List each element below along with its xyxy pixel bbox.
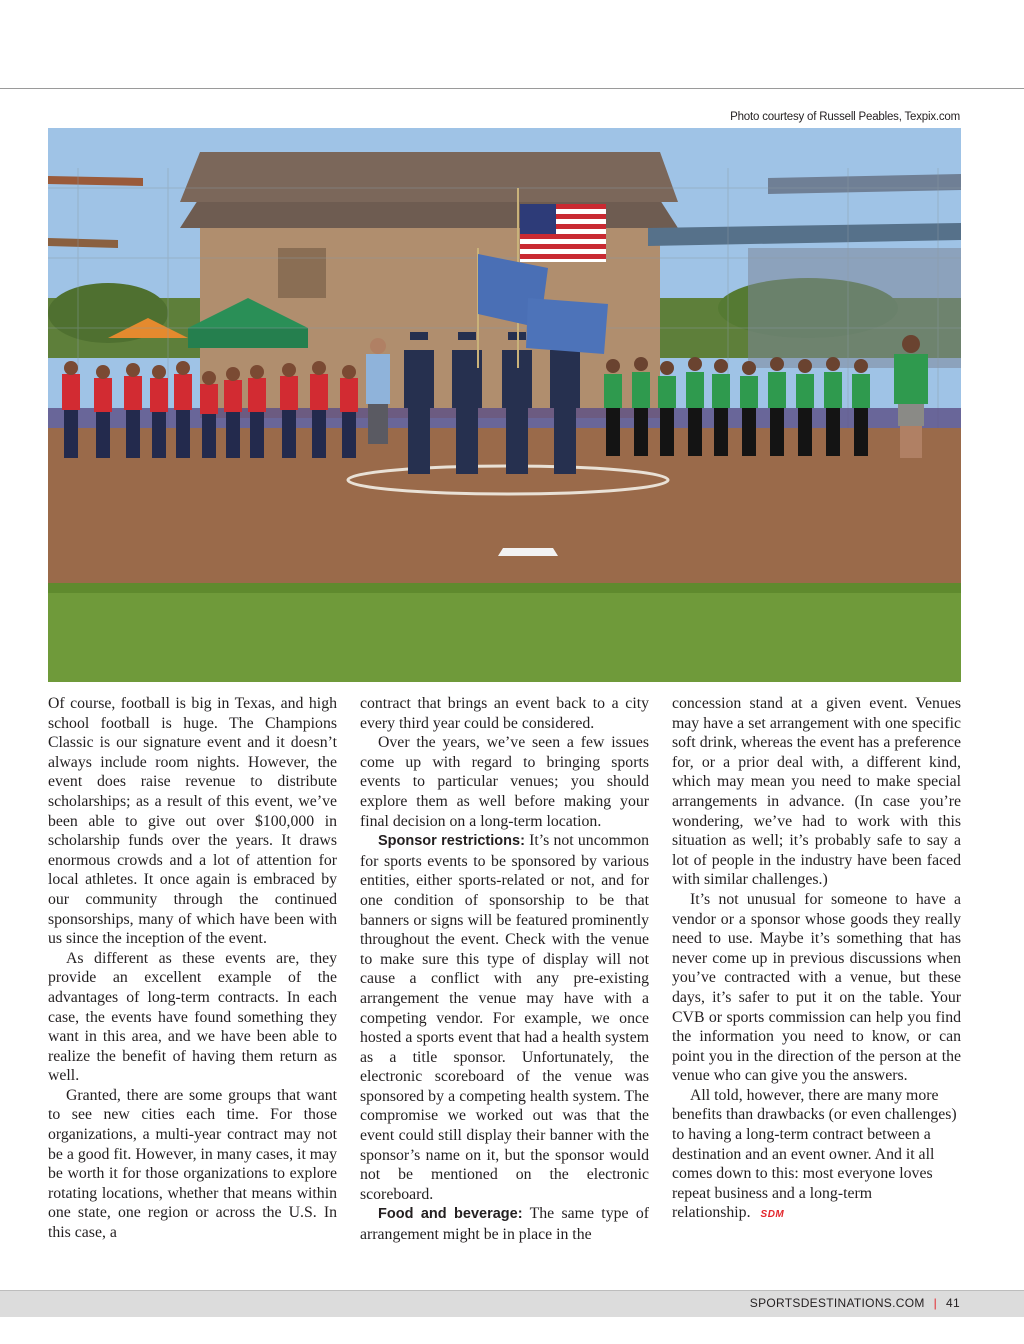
paragraph: Of course, football is big in Texas, and high school football is huge. The Champions Classic is our signature event and it doesn’t always include room nights. However, the event does raise revenue to distribute scholarships; as a result of this event, we’ve been able to give out over $100,000 in scholarship funds over the years. It draws enormous crowds and a lot of attention for local athletes. It once again is embraced by our community through the continued sponsorships, many of which have been with us since the inception of the event. [48, 695, 337, 948]
paragraph [672, 1086, 961, 1225]
footer-site-url: SPORTSDESTINATIONS.COM [749, 1296, 925, 1310]
subhead-sponsor-restrictions: Sponsor restrictions: [378, 833, 525, 850]
paragraph: As different as these events are, they provide an excellent example of the advantages of long-term contracts. In each case, the events have found something they want in this area, and we have been able to realize the benefit of having them return as well. [48, 949, 337, 1085]
article-column-3 [672, 694, 961, 1225]
article-column-1 [48, 694, 337, 1243]
paragraph: Granted, there are some groups that want to see new cities each time. For those organizations, a multi-year contract may not be a good fit. However, in many cases, it may be worth it for those organizations to explore rotating locations, whether that means within one state, one region or across the U.S. In this case, a [48, 1086, 337, 1242]
end-mark-logo: SDM [760, 1209, 785, 1221]
header-rule [0, 88, 1024, 89]
paragraph-text: It’s not uncommon for sports events to be sponsored by various entities, either sports-related or not, and for one condition of sponsorship to be that banners or signs will be featured prominently throughout the event. Check with the venue to make sure this type of display will not cause a conflict with any pre-existing arrangement the venue may have with a competing vendor. For example, we once hosted a sports event that had a health system as a title sponsor. Unfortunately, the electronic scoreboard of the venue was sponsored by a competing health system. The compromise we worked out was that the event could still display their banner with the sponsor’s name on it, but the sponsor would not be mentioned on the electronic scoreboard. [360, 832, 649, 1203]
page-number: 41 [946, 1296, 960, 1310]
paragraph: contract that brings an event back to a city every third year could be considered. [360, 695, 649, 732]
paragraph: Over the years, we’ve seen a few issues come up with regard to bringing sports events to particular venues; you should explore them as well before making your final decision on a long-term location. [360, 734, 649, 830]
paragraph-text: The same type of arrangement might be in place in the [360, 1205, 649, 1244]
photo-credit: Photo courtesy of Russell Peables, Texpix.com [730, 111, 960, 123]
footer-separator: | [933, 1296, 938, 1310]
paragraph: concession stand at a given event. Venues may have a set arrangement with one specific soft drink, whereas the event has a preference for, or a prior deal with, a different kind, which may mean you need to make special arrangements in advance. (In case you’re wondering, we’ve had to work with this situation as well; it’s probably safe to say a lot of people in the industry have been faced with similar challenges.) [672, 695, 961, 889]
article-column-2 [360, 694, 649, 1245]
paragraph [360, 831, 649, 1204]
paragraph: It’s not unusual for someone to have a vendor or a sponsor whose goods they really need to use. Maybe it’s something that has never come up in previous discussions when you’ve contracted with a venue, but these days, it’s safer to put it on the table. Your CVB or sports commission can help you find the information you need to know, or can point you in the direction of the person at the venue who can give you the answers. [672, 890, 961, 1085]
feature-photo [48, 128, 961, 682]
paragraph-text: All told, however, there are many more benefits than drawbacks (or even challenges) to having a long-term contract between a destination and an event owner. And it all comes down to this: most everyone loves repeat business and a long-term relationship. [672, 1086, 957, 1222]
paragraph [360, 1204, 649, 1244]
subhead-food-and-beverage: Food and beverage: [378, 1206, 523, 1223]
footer [750, 1296, 960, 1310]
